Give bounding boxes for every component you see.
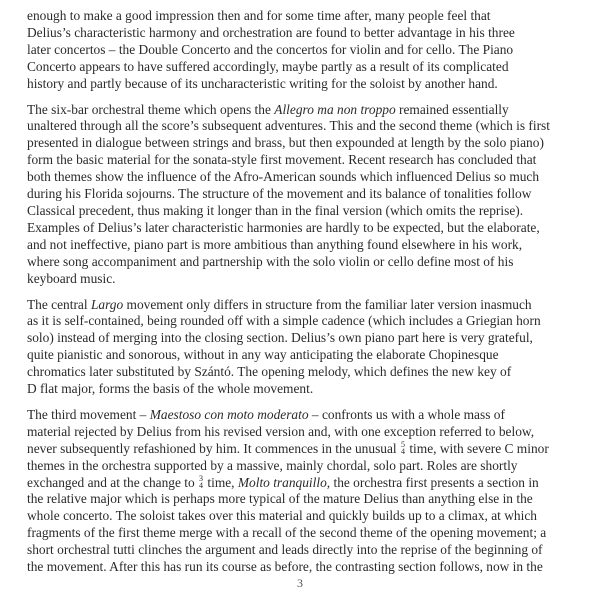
text-run: never subsequently refashioned by him. It commences in the unusual [27, 440, 400, 456]
text-line [27, 491, 575, 508]
text-line [27, 475, 575, 492]
text-line [27, 203, 575, 220]
paragraph-4 [27, 407, 575, 576]
italic-term: Allegro ma non troppo [274, 101, 396, 117]
text-run: Classical precedent, thus making it longer than in the final version (which omits the reprise). [27, 202, 524, 218]
italic-term: Largo [90, 296, 124, 312]
text-run: exchanged and at the change to [27, 474, 199, 490]
text-run: form the basic material for the sonata-style first movement. Recent research has concluded that [27, 152, 537, 168]
text-line [27, 381, 575, 398]
text-run: fragments of the first theme merge with a recall of the second theme of the opening movement; a [27, 525, 547, 541]
text-run: unaltered through all the score’s subsequent adventures. This and the second theme (which is first [27, 118, 550, 134]
text-run: later concertos – the Double Concerto and the concertos for violin and for cello. The Piano [27, 41, 514, 57]
text-run: as it is self-contained, being rounded off with a simple cadence (which includes a Griegian horn [27, 313, 541, 329]
text-line [27, 135, 575, 152]
text-line [27, 169, 575, 186]
text-run: solo) instead of merging into the closing section. Delius’s own piano part here is very grateful, [27, 330, 533, 346]
text-run: time, with severe C minor [405, 440, 549, 456]
text-line [27, 42, 575, 59]
text-line [27, 237, 575, 254]
text-line [27, 364, 575, 381]
text-line [27, 542, 575, 559]
text-line [27, 152, 575, 169]
text-line [27, 347, 575, 364]
text-line [27, 407, 575, 424]
text-line [27, 424, 575, 441]
paragraph-2 [27, 102, 575, 288]
text-run: Concerto appears to have suffered accordingly, maybe partly as a result of its complicated [27, 58, 509, 74]
paragraph-1 [27, 8, 575, 93]
text-run: the relative major which is perhaps more typical of the mature Delius than anything else in the [27, 491, 533, 507]
text-line [27, 186, 575, 203]
text-run: enough to make a good impression then and for some time after, many people feel that [27, 8, 491, 23]
text-run: where song accompaniment and partnership with the solo violin or cello define most of his [27, 253, 514, 269]
text-run: Delius’s characteristic harmony and orchestration are found to better advantage in his three [27, 24, 515, 40]
text-run: chromatics later substituted by Szántó. The opening melody, which defines the new key of [27, 364, 512, 380]
text-run: and not ineffective, piano part is more ambitious than anything found elsewhere in his work, [27, 236, 523, 252]
text-line [27, 118, 575, 135]
text-run: Examples of Delius’s later characteristic harmonies are hardly to be expected, but the elaborate, [27, 219, 540, 235]
text-run: both themes show the influence of the Afro-American sounds which influenced Delius so much [27, 169, 540, 185]
text-run: keyboard music. [27, 270, 116, 286]
text-line [27, 313, 575, 330]
text-run: during his Florida sojourns. The structure of the movement and its balance of tonalities follow [27, 186, 532, 202]
text-line [27, 102, 575, 119]
text-run: the movement. After this has run its course as before, the contrasting section follows, now in the [27, 559, 543, 575]
text-line [27, 330, 575, 347]
time-signature: 3 4 [199, 473, 204, 490]
text-line [27, 76, 575, 93]
page-number: 3 [297, 576, 303, 590]
text-run: The third movement – [27, 406, 150, 422]
time-signature: 5 4 [400, 439, 405, 456]
text-line [27, 8, 575, 25]
text-run: , the orchestra first presents a section in [326, 474, 539, 490]
text-line [27, 254, 575, 271]
text-run: – confronts us with a whole mass of [308, 406, 505, 422]
text-run: presented in dialogue between strings and brass, but then expounded at length by the solo piano) [27, 135, 544, 151]
paragraph-3 [27, 297, 575, 398]
text-run: themes in the orchestra supported by a massive, mainly chordal, solo part. Roles are shortly [27, 457, 518, 473]
text-run: short orchestral tutti clinches the argument and leads directly into the reprise of the beginning of [27, 542, 543, 558]
text-line [27, 25, 575, 42]
text-line [27, 271, 575, 288]
text-run: time, [204, 474, 238, 490]
text-run: whole concerto. The soloist takes over this material and quickly builds up to a climax, at which [27, 508, 537, 524]
article-body [27, 8, 575, 585]
text-line [27, 458, 575, 475]
text-run: quite pianistic and sonorous, without in any way anticipating the elaborate Chopinesque [27, 347, 499, 363]
text-line [27, 59, 575, 76]
text-run: material rejected by Delius from his revised version and, with one exception referred to below, [27, 423, 535, 439]
italic-term: Maestoso con moto moderato [149, 406, 309, 422]
text-line [27, 441, 575, 458]
text-run: remained essentially [395, 101, 509, 117]
text-line [27, 297, 575, 314]
text-line [27, 220, 575, 237]
text-run: D flat major, forms the basis of the whole movement. [27, 381, 314, 397]
text-run: history and partly because of its uncharacteristic writing for the soloist by another hand. [27, 75, 498, 91]
text-line [27, 508, 575, 525]
text-run: movement only differs in structure from the familiar later version inasmuch [123, 296, 532, 312]
text-line [27, 525, 575, 542]
text-line [27, 559, 575, 576]
text-run: The six-bar orchestral theme which opens the [27, 101, 275, 117]
italic-term: Molto tranquillo [237, 474, 327, 490]
text-run: The central [27, 296, 91, 312]
